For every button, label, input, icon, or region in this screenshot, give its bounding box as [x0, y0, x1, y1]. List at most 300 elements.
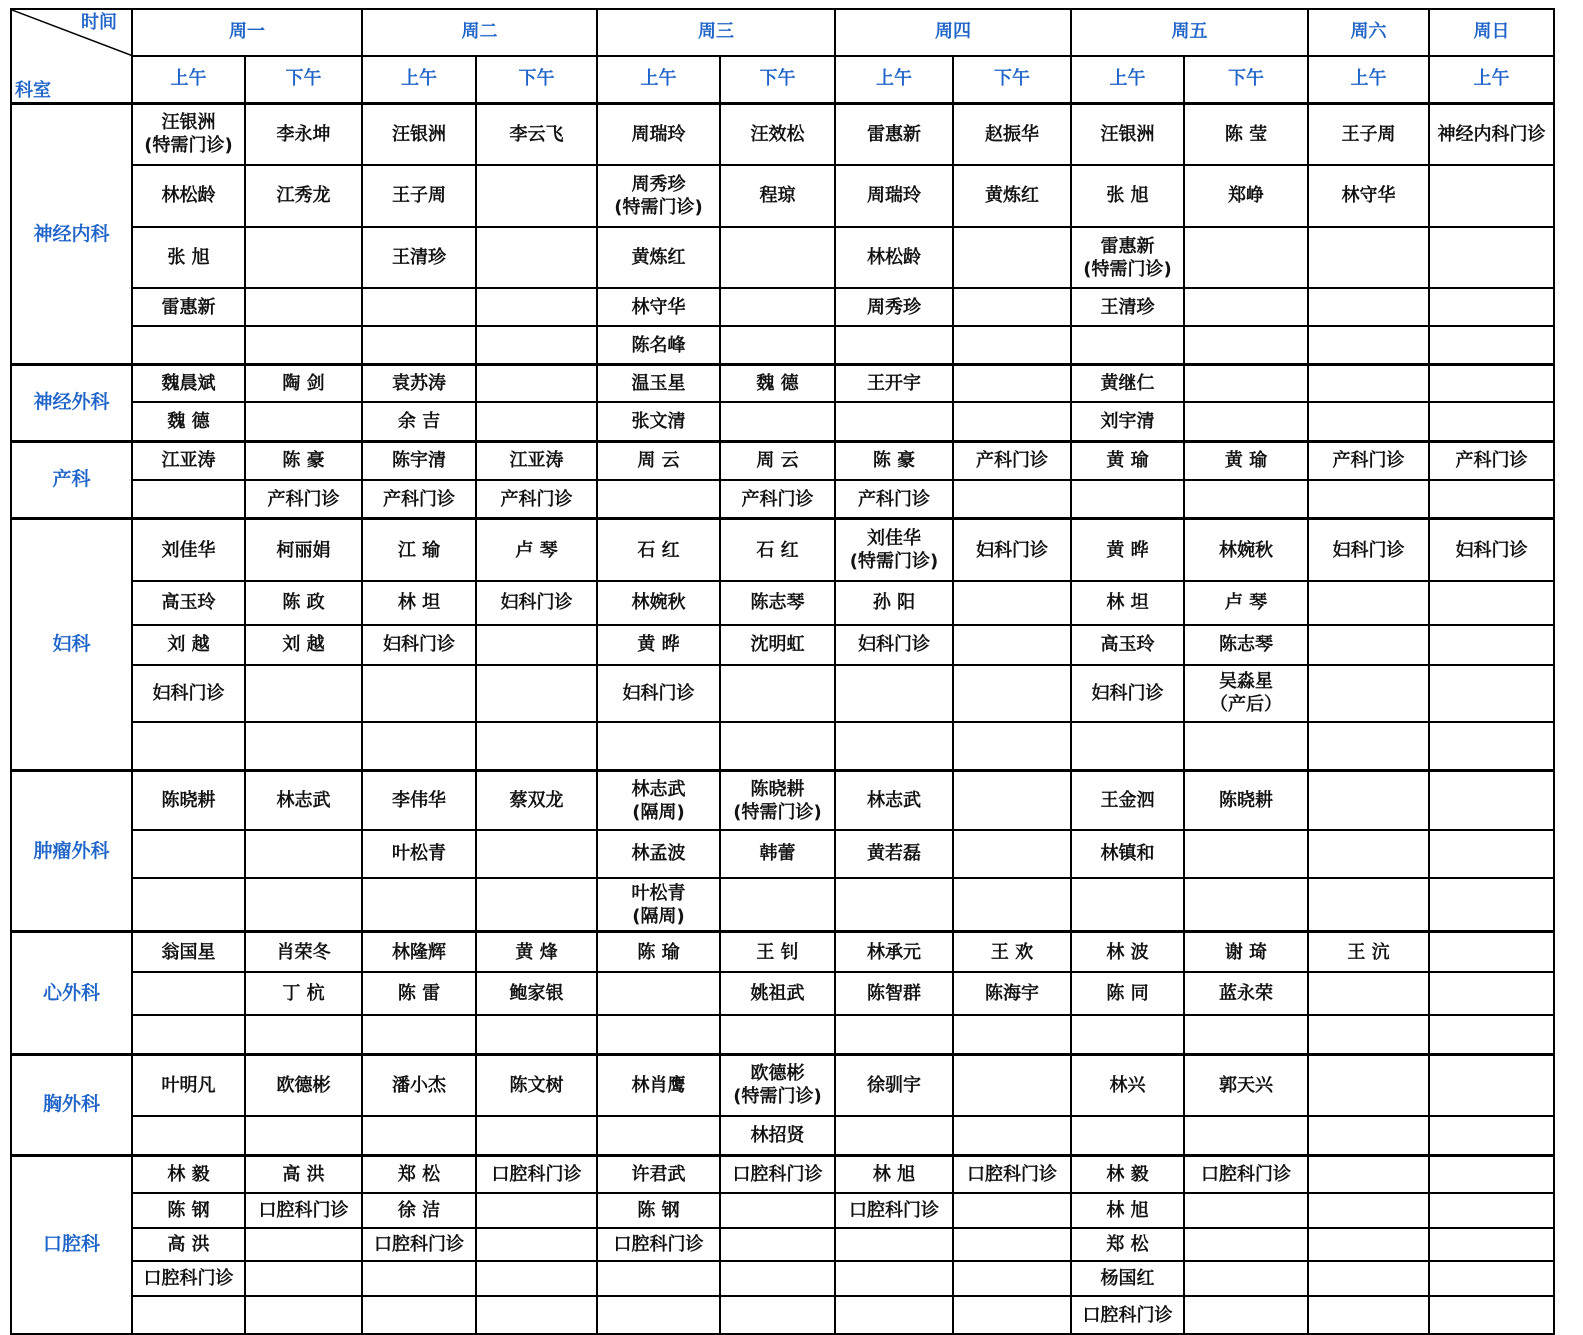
schedule-cell	[245, 1261, 362, 1296]
schedule-cell	[1429, 972, 1554, 1015]
schedule-cell: 汪银洲 (特需门诊)	[132, 104, 245, 165]
schedule-cell	[953, 326, 1071, 365]
schedule-cell	[1308, 1155, 1429, 1193]
department-label: 科室	[15, 80, 51, 101]
schedule-cell: 陈 政	[245, 581, 362, 625]
schedule-cell: 程琼	[720, 165, 835, 227]
schedule-cell	[1429, 1054, 1554, 1115]
schedule-cell: 郭天兴	[1184, 1054, 1308, 1115]
schedule-cell	[1184, 326, 1308, 365]
schedule-cell	[1429, 227, 1554, 288]
schedule-cell: 王子周	[1308, 104, 1429, 165]
schedule-cell: 温玉星	[597, 365, 720, 403]
schedule-cell	[953, 1015, 1071, 1055]
schedule-cell	[476, 722, 597, 771]
schedule-cell: 妇科门诊	[1071, 665, 1184, 722]
schedule-cell	[1308, 581, 1429, 625]
schedule-cell: 李永坤	[245, 104, 362, 165]
schedule-cell	[835, 402, 953, 441]
schedule-cell	[245, 722, 362, 771]
schedule-cell	[1184, 402, 1308, 441]
schedule-cell: 刘佳华 (特需门诊)	[835, 519, 953, 581]
schedule-cell	[132, 878, 245, 932]
schedule-cell	[953, 1296, 1071, 1334]
schedule-cell	[1184, 1193, 1308, 1228]
schedule-cell	[1308, 1296, 1429, 1334]
half-header: 上午	[362, 56, 476, 104]
schedule-cell	[362, 878, 476, 932]
schedule-cell: 产科门诊	[362, 480, 476, 519]
schedule-cell: 妇科门诊	[953, 519, 1071, 581]
schedule-cell: 李云飞	[476, 104, 597, 165]
schedule-cell: 叶松青	[362, 830, 476, 878]
schedule-cell: 魏 德	[132, 402, 245, 441]
schedule-cell	[1184, 722, 1308, 771]
schedule-cell: 口腔科门诊	[720, 1155, 835, 1193]
schedule-cell	[835, 1261, 953, 1296]
schedule-cell	[476, 1116, 597, 1156]
schedule-cell: 周 云	[597, 441, 720, 480]
schedule-cell	[245, 1228, 362, 1262]
schedule-cell: 丁 杭	[245, 972, 362, 1015]
schedule-cell	[1308, 625, 1429, 665]
table-row	[11, 519, 1554, 581]
table-row	[11, 1155, 1554, 1193]
schedule-cell: 陈晓耕	[132, 771, 245, 830]
schedule-cell: 高 洪	[132, 1228, 245, 1262]
schedule-cell: 卢 琴	[1184, 581, 1308, 625]
schedule-cell: 王 欢	[953, 932, 1071, 972]
schedule-cell: 林 毅	[1071, 1155, 1184, 1193]
schedule-cell	[1308, 830, 1429, 878]
schedule-cell	[1429, 581, 1554, 625]
schedule-cell	[1071, 1015, 1184, 1055]
schedule-cell	[953, 830, 1071, 878]
schedule-cell	[476, 288, 597, 326]
schedule-cell: 陈 雷	[362, 972, 476, 1015]
schedule-cell: 江亚涛	[476, 441, 597, 480]
schedule-cell	[597, 722, 720, 771]
day-header-wed: 周三	[597, 9, 835, 56]
table-row	[11, 581, 1554, 625]
schedule-cell	[597, 1296, 720, 1334]
schedule-cell	[953, 402, 1071, 441]
schedule-cell	[953, 665, 1071, 722]
department-name: 神经外科	[11, 365, 132, 442]
schedule-cell: 江秀龙	[245, 165, 362, 227]
schedule-cell: 王子周	[362, 165, 476, 227]
schedule-cell	[835, 722, 953, 771]
schedule-cell	[1184, 1015, 1308, 1055]
schedule-cell	[245, 326, 362, 365]
schedule-cell: 孙 阳	[835, 581, 953, 625]
schedule-cell: 高 洪	[245, 1155, 362, 1193]
schedule-cell	[1308, 722, 1429, 771]
schedule-cell: 沈明虹	[720, 625, 835, 665]
schedule-cell	[132, 480, 245, 519]
schedule-cell	[720, 1193, 835, 1228]
schedule-cell	[720, 878, 835, 932]
schedule-cell	[362, 722, 476, 771]
schedule-cell: 郑 松	[362, 1155, 476, 1193]
half-header: 上午	[597, 56, 720, 104]
schedule-cell: 陈 莹	[1184, 104, 1308, 165]
half-header: 下午	[1184, 56, 1308, 104]
schedule-cell: 林孟波	[597, 830, 720, 878]
table-row	[11, 878, 1554, 932]
schedule-cell	[1429, 480, 1554, 519]
schedule-cell	[476, 1261, 597, 1296]
schedule-cell	[953, 771, 1071, 830]
schedule-cell: 林 坦	[362, 581, 476, 625]
schedule-cell: 姚祖武	[720, 972, 835, 1015]
table-row	[11, 1116, 1554, 1156]
schedule-cell	[1308, 402, 1429, 441]
schedule-cell	[1429, 1155, 1554, 1193]
schedule-cell	[476, 1228, 597, 1262]
schedule-cell	[953, 1228, 1071, 1262]
schedule-cell: 陈 钢	[132, 1193, 245, 1228]
schedule-cell: 林守华	[597, 288, 720, 326]
table-row	[11, 165, 1554, 227]
schedule-cell: 许君武	[597, 1155, 720, 1193]
schedule-cell	[245, 1116, 362, 1156]
schedule-cell: 陶 剑	[245, 365, 362, 403]
table-row	[11, 326, 1554, 365]
day-header-sat: 周六	[1308, 9, 1429, 56]
schedule-cell	[1429, 326, 1554, 365]
table-row	[11, 480, 1554, 519]
department-name: 肿瘤外科	[11, 771, 132, 932]
schedule-cell	[1308, 1054, 1429, 1115]
schedule-cell	[245, 1296, 362, 1334]
schedule-cell	[597, 1261, 720, 1296]
schedule-cell: 翁国星	[132, 932, 245, 972]
schedule-cell	[245, 402, 362, 441]
schedule-cell: 黄 晔	[597, 625, 720, 665]
schedule-cell: 产科门诊	[835, 480, 953, 519]
schedule-cell: 余 吉	[362, 402, 476, 441]
half-header: 下午	[476, 56, 597, 104]
schedule-cell	[1429, 1296, 1554, 1334]
schedule-cell	[245, 665, 362, 722]
schedule-cell: 周秀珍	[835, 288, 953, 326]
schedule-cell: 林肖鹰	[597, 1054, 720, 1115]
half-header: 上午	[1429, 56, 1554, 104]
schedule-cell: 徐驯宇	[835, 1054, 953, 1115]
schedule-cell: 石 红	[597, 519, 720, 581]
schedule-cell	[953, 288, 1071, 326]
schedule-cell: 刘佳华	[132, 519, 245, 581]
schedule-cell: 口腔科门诊	[1184, 1155, 1308, 1193]
schedule-cell: 肖荣冬	[245, 932, 362, 972]
day-header-fri: 周五	[1071, 9, 1308, 56]
table-row	[11, 830, 1554, 878]
half-header: 上午	[835, 56, 953, 104]
schedule-cell	[720, 1015, 835, 1055]
schedule-cell: 石 红	[720, 519, 835, 581]
schedule-cell: 叶明凡	[132, 1054, 245, 1115]
schedule-cell	[245, 227, 362, 288]
schedule-cell: 蔡双龙	[476, 771, 597, 830]
schedule-cell: 王开宇	[835, 365, 953, 403]
time-label: 时间	[81, 12, 117, 33]
schedule-cell: 妇科门诊	[132, 665, 245, 722]
schedule-cell	[1429, 722, 1554, 771]
schedule-cell	[835, 1015, 953, 1055]
schedule-cell: 林婉秋	[1184, 519, 1308, 581]
schedule-cell: 潘小杰	[362, 1054, 476, 1115]
schedule-cell	[1184, 365, 1308, 403]
table-row	[11, 771, 1554, 830]
table-row	[11, 1015, 1554, 1055]
schedule-cell: 产科门诊	[720, 480, 835, 519]
schedule-cell	[362, 1296, 476, 1334]
schedule-cell: 周秀珍 (特需门诊)	[597, 165, 720, 227]
table-row	[11, 1054, 1554, 1115]
schedule-cell: 赵振华	[953, 104, 1071, 165]
schedule-cell	[476, 1193, 597, 1228]
department-name: 胸外科	[11, 1054, 132, 1155]
table-row	[11, 365, 1554, 403]
table-row	[11, 1193, 1554, 1228]
schedule-cell: 张文清	[597, 402, 720, 441]
schedule-cell: 卢 琴	[476, 519, 597, 581]
schedule-cell: 林松龄	[835, 227, 953, 288]
schedule-cell: 林守华	[1308, 165, 1429, 227]
schedule-cell	[1429, 288, 1554, 326]
schedule-cell	[362, 1116, 476, 1156]
schedule-cell: 林承元	[835, 932, 953, 972]
half-header: 下午	[953, 56, 1071, 104]
department-name: 神经内科	[11, 104, 132, 365]
schedule-cell	[476, 1296, 597, 1334]
table-row	[11, 972, 1554, 1015]
schedule-cell: 陈晓耕	[1184, 771, 1308, 830]
schedule-cell	[835, 665, 953, 722]
schedule-cell: 口腔科门诊	[476, 1155, 597, 1193]
schedule-cell	[1184, 1261, 1308, 1296]
schedule-cell	[953, 1261, 1071, 1296]
schedule-cell	[1071, 878, 1184, 932]
schedule-cell: 陈 瑜	[597, 932, 720, 972]
schedule-cell: 刘宇清	[1071, 402, 1184, 441]
schedule-cell	[1308, 1116, 1429, 1156]
schedule-cell	[1184, 1116, 1308, 1156]
schedule-cell: 李伟华	[362, 771, 476, 830]
schedule-cell: 张 旭	[132, 227, 245, 288]
schedule-cell	[953, 1116, 1071, 1156]
schedule-cell: 雷惠新	[132, 288, 245, 326]
schedule-cell: 杨国红	[1071, 1261, 1184, 1296]
schedule-cell	[953, 1193, 1071, 1228]
schedule-cell	[1308, 227, 1429, 288]
schedule-cell	[1429, 402, 1554, 441]
schedule-cell	[720, 1261, 835, 1296]
schedule-cell	[953, 878, 1071, 932]
schedule-cell: 黄 瑜	[1071, 441, 1184, 480]
schedule-cell	[597, 480, 720, 519]
schedule-cell	[1184, 227, 1308, 288]
schedule-cell	[1308, 1193, 1429, 1228]
schedule-cell	[835, 1228, 953, 1262]
schedule-cell	[476, 227, 597, 288]
schedule-cell	[1429, 1261, 1554, 1296]
schedule-cell	[720, 402, 835, 441]
schedule-cell	[476, 625, 597, 665]
table-row	[11, 441, 1554, 480]
schedule-cell: 王金泗	[1071, 771, 1184, 830]
schedule-cell: 妇科门诊	[835, 625, 953, 665]
corner-header	[11, 9, 132, 104]
schedule-cell	[953, 227, 1071, 288]
schedule-cell	[476, 830, 597, 878]
table-row	[11, 665, 1554, 722]
schedule-cell: 口腔科门诊	[953, 1155, 1071, 1193]
schedule-cell	[1308, 480, 1429, 519]
schedule-cell	[1308, 365, 1429, 403]
schedule-cell: 陈文树	[476, 1054, 597, 1115]
schedule-cell: 陈 同	[1071, 972, 1184, 1015]
schedule-cell: 汪银洲	[362, 104, 476, 165]
schedule-cell	[1429, 665, 1554, 722]
schedule-cell: 魏晨斌	[132, 365, 245, 403]
table-row	[11, 1228, 1554, 1262]
schedule-cell	[1308, 288, 1429, 326]
schedule-cell	[720, 326, 835, 365]
schedule-cell: 口腔科门诊	[835, 1193, 953, 1228]
table-row	[11, 932, 1554, 972]
half-day-header-row	[11, 56, 1554, 104]
schedule-cell	[1184, 288, 1308, 326]
schedule-cell	[1429, 1193, 1554, 1228]
schedule-cell: 袁苏涛	[362, 365, 476, 403]
schedule-cell: 汪效松	[720, 104, 835, 165]
schedule-cell	[1071, 480, 1184, 519]
schedule-cell: 林志武 (隔周)	[597, 771, 720, 830]
schedule-cell	[1184, 1296, 1308, 1334]
schedule-cell	[245, 878, 362, 932]
table-row	[11, 722, 1554, 771]
schedule-cell	[1429, 1015, 1554, 1055]
schedule-body	[11, 104, 1554, 1335]
schedule-cell	[597, 1116, 720, 1156]
schedule-cell: 叶松青 (隔周)	[597, 878, 720, 932]
schedule-cell	[362, 1015, 476, 1055]
schedule-cell	[1308, 326, 1429, 365]
schedule-cell: 黄若磊	[835, 830, 953, 878]
schedule-cell	[1308, 665, 1429, 722]
schedule-cell: 黄 烽	[476, 932, 597, 972]
schedule-cell: 林镇和	[1071, 830, 1184, 878]
schedule-cell	[1429, 878, 1554, 932]
schedule-cell	[1429, 932, 1554, 972]
schedule-cell	[1429, 1228, 1554, 1262]
schedule-cell	[953, 581, 1071, 625]
schedule-cell: 王 沆	[1308, 932, 1429, 972]
schedule-cell: 江 瑜	[362, 519, 476, 581]
schedule-cell: 张 旭	[1071, 165, 1184, 227]
schedule-cell: 黄 瑜	[1184, 441, 1308, 480]
schedule-cell: 林婉秋	[597, 581, 720, 625]
schedule-cell	[476, 365, 597, 403]
schedule-cell	[835, 1116, 953, 1156]
schedule-cell: 妇科门诊	[362, 625, 476, 665]
schedule-cell: 妇科门诊	[1308, 519, 1429, 581]
schedule-cell: 口腔科门诊	[1071, 1296, 1184, 1334]
schedule-cell: 蓝永荣	[1184, 972, 1308, 1015]
schedule-cell: 产科门诊	[245, 480, 362, 519]
schedule-cell	[362, 1261, 476, 1296]
day-header-tue: 周二	[362, 9, 597, 56]
schedule-cell	[1429, 165, 1554, 227]
schedule-cell: 产科门诊	[1308, 441, 1429, 480]
schedule-cell: 欧德彬 (特需门诊)	[720, 1054, 835, 1115]
schedule-cell	[953, 1054, 1071, 1115]
schedule-cell: 汪银洲	[1071, 104, 1184, 165]
half-header: 上午	[1071, 56, 1184, 104]
schedule-cell: 陈名峰	[597, 326, 720, 365]
schedule-cell	[1308, 1015, 1429, 1055]
schedule-cell: 口腔科门诊	[362, 1228, 476, 1262]
schedule-cell: 韩蕾	[720, 830, 835, 878]
schedule-cell	[1308, 771, 1429, 830]
schedule-cell	[720, 665, 835, 722]
schedule-cell: 陈志琴	[1184, 625, 1308, 665]
schedule-cell	[362, 665, 476, 722]
schedule-cell	[1184, 878, 1308, 932]
schedule-cell	[1429, 1116, 1554, 1156]
schedule-cell: 妇科门诊	[1429, 519, 1554, 581]
schedule-cell	[835, 1296, 953, 1334]
schedule-cell: 周瑞玲	[597, 104, 720, 165]
table-row	[11, 1261, 1554, 1296]
schedule-cell: 神经内科门诊	[1429, 104, 1554, 165]
schedule-cell: 陈志琴	[720, 581, 835, 625]
schedule-cell: 林招贤	[720, 1116, 835, 1156]
half-header: 上午	[1308, 56, 1429, 104]
schedule-cell: 妇科门诊	[476, 581, 597, 625]
schedule-cell	[597, 972, 720, 1015]
schedule-cell: 高玉玲	[132, 581, 245, 625]
schedule-cell: 产科门诊	[1429, 441, 1554, 480]
schedule-cell: 徐 洁	[362, 1193, 476, 1228]
schedule-cell: 王 钊	[720, 932, 835, 972]
schedule-cell	[476, 326, 597, 365]
schedule-cell	[1429, 771, 1554, 830]
schedule-cell	[1071, 326, 1184, 365]
schedule-cell: 陈宇清	[362, 441, 476, 480]
schedule-cell	[245, 288, 362, 326]
schedule-cell	[1184, 830, 1308, 878]
schedule-cell	[720, 227, 835, 288]
schedule-cell: 周瑞玲	[835, 165, 953, 227]
schedule-cell	[1071, 722, 1184, 771]
schedule-cell	[835, 326, 953, 365]
schedule-cell: 林 旭	[835, 1155, 953, 1193]
schedule-cell: 林 坦	[1071, 581, 1184, 625]
schedule-cell	[132, 1015, 245, 1055]
schedule-cell	[720, 722, 835, 771]
schedule-cell: 黄继仁	[1071, 365, 1184, 403]
half-header: 下午	[245, 56, 362, 104]
schedule-cell: 谢 琦	[1184, 932, 1308, 972]
schedule-cell	[476, 665, 597, 722]
schedule-cell	[1184, 480, 1308, 519]
schedule-cell: 鲍家银	[476, 972, 597, 1015]
schedule-cell: 妇科门诊	[597, 665, 720, 722]
schedule-cell	[720, 1296, 835, 1334]
